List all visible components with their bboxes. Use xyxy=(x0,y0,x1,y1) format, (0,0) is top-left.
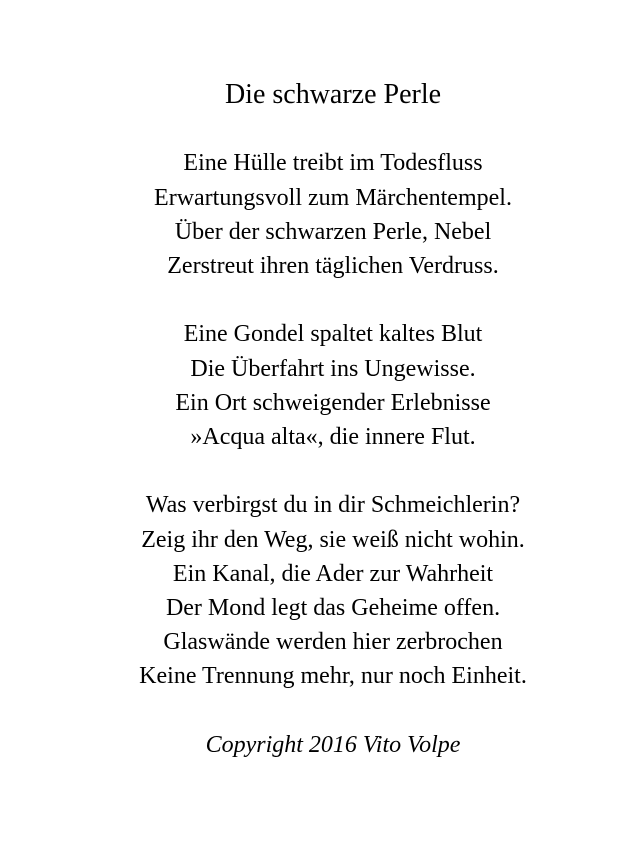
poem-line: Ein Kanal, die Ader zur Wahrheit xyxy=(172,560,494,587)
stanza-2 xyxy=(24,317,642,454)
poem-line: Keine Trennung mehr, nur noch Einheit. xyxy=(139,663,527,690)
copyright-line: Copyright 2016 Vito Volpe xyxy=(205,731,461,758)
stanza-spacer xyxy=(24,694,642,728)
poem-line: Ein Ort schweigender Erlebnisse xyxy=(175,389,491,416)
poem-line: Die Überfahrt ins Ungewisse. xyxy=(190,355,476,382)
poem-line: Glaswände werden hier zerbrochen xyxy=(163,629,503,656)
stanza-spacer xyxy=(24,454,642,488)
stanza-spacer xyxy=(24,283,642,317)
stanza-1 xyxy=(24,146,642,283)
poem-line: Erwartungsvoll zum Märchentempel. xyxy=(154,184,512,211)
poem-line: Zeig ihr den Weg, sie weiß nicht wohin. xyxy=(141,526,525,553)
poem-title: Die schwarze Perle xyxy=(224,79,442,110)
poem-line: Zerstreut ihren täglichen Verdruss. xyxy=(167,253,499,279)
poem-line: Eine Hülle treibt im Todesfluss xyxy=(183,150,483,177)
poem-line: »Acqua alta«, die innere Flut. xyxy=(190,424,476,450)
stanza-3 xyxy=(24,488,642,693)
poem-line: Eine Gondel spaltet kaltes Blut xyxy=(183,321,483,348)
poem-line: Über der schwarzen Perle, Nebel xyxy=(174,218,492,245)
poem-line: Was verbirgst du in dir Schmeichlerin? xyxy=(145,492,521,519)
stanza-spacer xyxy=(24,112,642,146)
poem-line: Der Mond legt das Geheime offen. xyxy=(165,595,501,621)
